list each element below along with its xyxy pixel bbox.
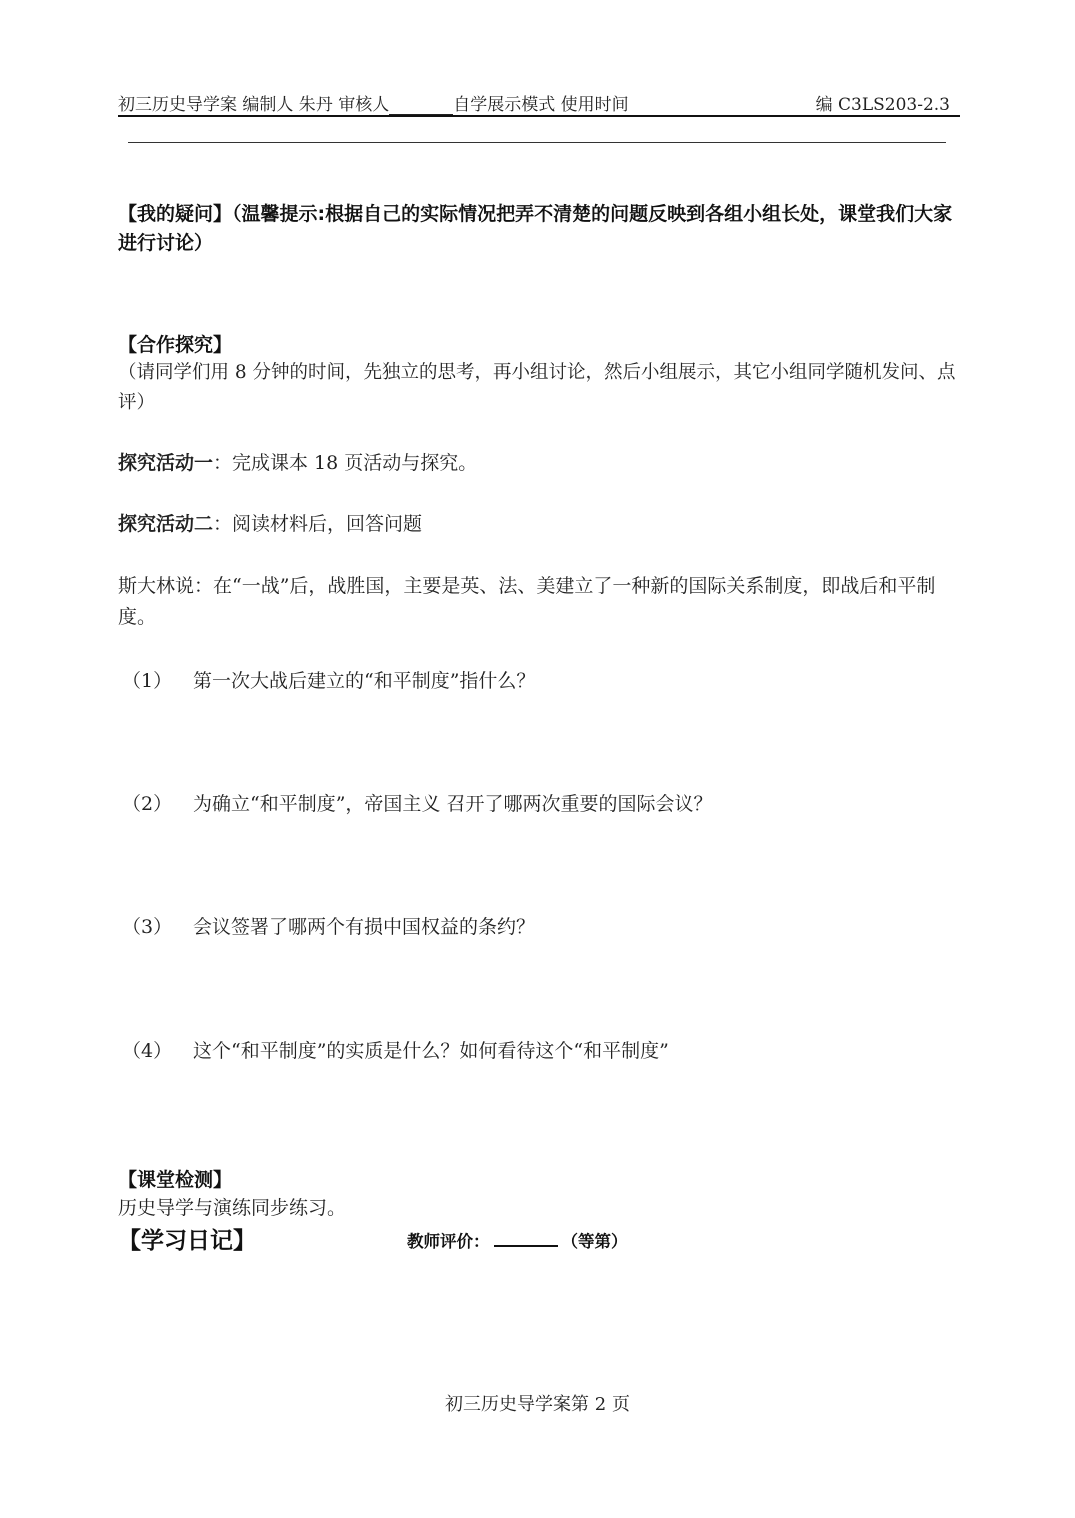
doubt-section [118,200,958,258]
question-number: （1） [122,670,173,692]
header-info [118,90,629,115]
question-number: （2） [122,793,173,815]
header-doc-code: 编 C3LS203-2.3 [815,95,950,115]
reading-material: 斯大林说：在“一战”后，战胜国，主要是英、法、美建立了一种新的国际关系制度，即战后和平制度。 [118,575,936,628]
doubt-title: 【我的疑问】 [118,203,233,225]
header-text-mode: 自学展示模式 使用时间 [453,95,629,115]
cooperation-note: （请同学们用 8 分钟的时间，先独立的思考，再小组讨论，然后小组展示，其它小组同学随机发问、点评） [118,362,956,413]
grade-suffix: （等第） [561,1232,628,1251]
teacher-evaluation [407,1228,628,1252]
activity-two-text: ：阅读材料后，回答问题 [213,513,423,535]
page-header [118,90,960,116]
grade-blank [494,1231,558,1247]
doubt-tip: （温馨提示:根据自己的实际情况把弄不清楚的问题反映到各组小组长处，课堂我们大家进行讨论） [118,203,953,254]
study-diary-title: 【学习日记】 [118,1228,256,1254]
activity-two-label: 探究活动二 [118,513,214,535]
class-check-body: 历史导学与演练同步练习。 [118,1197,347,1219]
header-text-prefix: 初三历史导学案 编制人 朱丹 审核人 [118,95,390,115]
question-text: 会议签署了哪两个有损中国权益的条约？ [193,916,536,938]
page-footer: 初三历史导学案第 2 页 [445,1394,630,1415]
reviewer-blank [389,96,453,115]
activity-one-label: 探究活动一 [118,452,214,474]
activity-one [118,448,958,475]
divider-line [128,142,946,143]
cooperation-title: 【合作探究】 [118,334,233,356]
question-text: 这个“和平制度”的实质是什么？如何看待这个“和平制度” [193,1040,669,1062]
question-text: 为确立“和平制度”，帝国主义 召开了哪两次重要的国际会议？ [193,793,713,815]
question-text: 第一次大战后建立的“和平制度”指什么？ [193,670,536,692]
activity-two [118,509,958,536]
question-number: （4） [122,1040,173,1062]
class-check-title: 【课堂检测】 [118,1169,233,1191]
question-number: （3） [122,916,173,938]
teacher-evaluation-label: 教师评价： [407,1232,490,1251]
activity-one-text: ：完成课本 18 页活动与探究。 [213,452,478,474]
header-rule [118,115,960,117]
